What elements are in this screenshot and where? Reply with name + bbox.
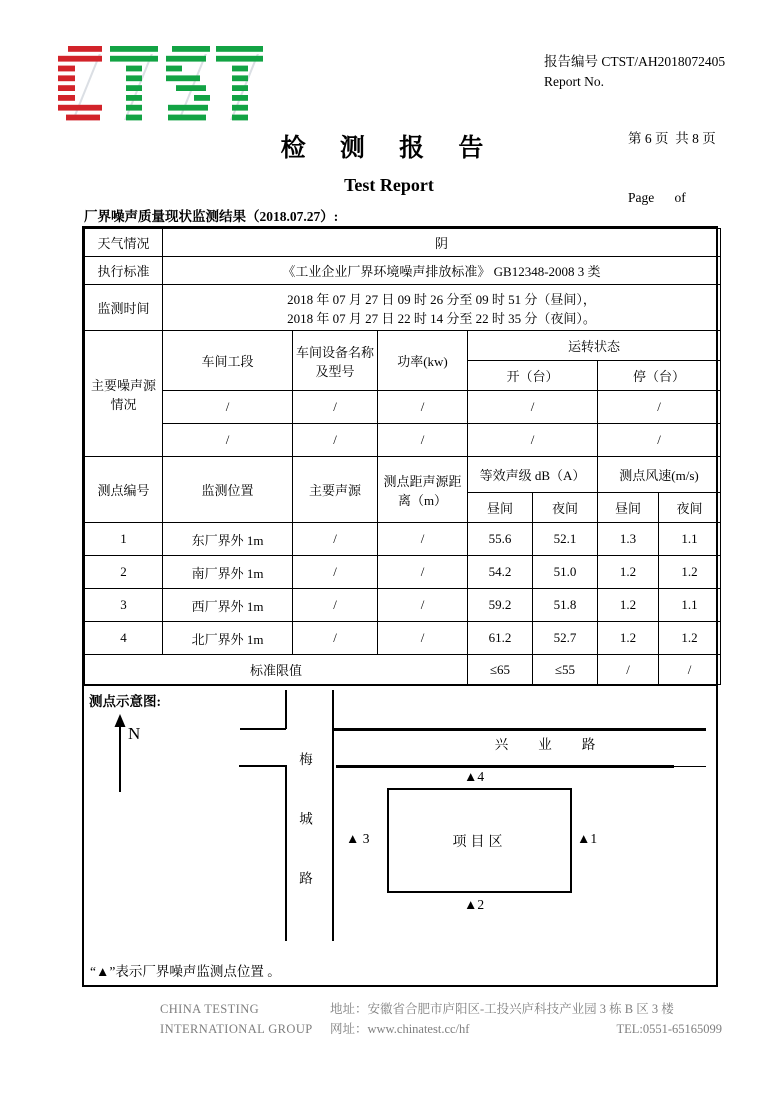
- noise-cell: /: [378, 391, 468, 424]
- wind-night: 1.1: [659, 589, 721, 622]
- report-number-en: Report No.: [544, 73, 604, 89]
- point-location: 西厂界外 1m: [163, 589, 293, 622]
- point-no: 1: [85, 523, 163, 556]
- document-title-cn: 检 测 报 告: [280, 135, 498, 162]
- monitoring-results-table: [84, 228, 721, 685]
- weather-value: 阴: [163, 229, 721, 257]
- road-line: [285, 767, 287, 941]
- limit-wind-night: /: [659, 655, 721, 685]
- limit-wind-day: /: [598, 655, 659, 685]
- monitor-time-label: 监测时间: [85, 285, 163, 331]
- col-main-source: 主要声源: [293, 457, 378, 523]
- table-row: [85, 424, 721, 457]
- footer-tel: TEL:0551-65165099: [616, 1022, 722, 1036]
- project-area-rect: [387, 788, 572, 893]
- col-workshop: 车间工段: [163, 331, 293, 391]
- point-source: /: [293, 622, 378, 655]
- wind-night: 1.2: [659, 622, 721, 655]
- document-title-en: Test Report: [344, 175, 434, 195]
- noise-cell: /: [468, 424, 598, 457]
- leq-day: 61.2: [468, 622, 533, 655]
- road-line: [285, 690, 287, 729]
- monitor-point-2: ▲2: [464, 897, 485, 912]
- col-run-status: 运转状态: [468, 331, 721, 361]
- footer-contact: [330, 999, 722, 1039]
- leq-day: 55.6: [468, 523, 533, 556]
- leq-day: 54.2: [468, 556, 533, 589]
- col-wind: 测点风速(m/s): [598, 457, 721, 493]
- project-area-label: 项目区: [452, 834, 507, 850]
- noise-cell: /: [293, 424, 378, 457]
- point-no: 3: [85, 589, 163, 622]
- page-number-block: [628, 90, 716, 247]
- report-number: 报告编号 CTST/AH2018072405: [544, 54, 726, 69]
- point-source: /: [293, 523, 378, 556]
- report-number-block: [544, 52, 725, 91]
- col-equipment: 车间设备名称及型号: [293, 331, 378, 391]
- page-number-en: Page of: [628, 189, 686, 205]
- col-point-no: 测点编号: [85, 457, 163, 523]
- monitor-time-line2: 2018 年 07 月 27 日 22 时 14 分至 22 时 35 分（夜间）。: [287, 310, 596, 326]
- footer-address: 地址：安徽省合肥市庐阳区-工投兴庐科技产业园 3 栋 B 区 3 楼: [330, 1002, 674, 1016]
- leq-day: 59.2: [468, 589, 533, 622]
- noise-cell: /: [598, 391, 721, 424]
- wind-night: 1.2: [659, 556, 721, 589]
- point-distance: /: [378, 589, 468, 622]
- road-line: [239, 765, 287, 767]
- noise-cell: /: [293, 391, 378, 424]
- table-row: [85, 285, 721, 331]
- table-row: [85, 331, 721, 361]
- col-power: 功率(kw): [378, 331, 468, 391]
- diagram-title: 测点示意图:: [89, 694, 161, 709]
- limit-day: ≤65: [468, 655, 533, 685]
- road-line: [674, 766, 706, 767]
- road-line: [240, 728, 286, 730]
- footer-website: 网址：www.chinatest.cc/hf: [330, 1022, 470, 1036]
- footer-company: [160, 999, 313, 1039]
- ctst-logo: [58, 46, 263, 124]
- noise-cell: /: [163, 391, 293, 424]
- wind-day: 1.3: [598, 523, 659, 556]
- noise-cell: /: [378, 424, 468, 457]
- point-location: 南厂界外 1m: [163, 556, 293, 589]
- weather-label: 天气情况: [85, 229, 163, 257]
- point-source: /: [293, 589, 378, 622]
- results-frame: [82, 226, 718, 987]
- monitor-point-3: ▲ 3: [346, 831, 370, 846]
- table-row: [85, 257, 721, 285]
- footer-company-line1: CHINA TESTING: [160, 1002, 260, 1016]
- north-arrow-icon: [110, 714, 130, 796]
- table-row: [85, 391, 721, 424]
- footer-company-line2: INTERNATIONAL GROUP: [160, 1022, 313, 1036]
- noise-cell: /: [598, 424, 721, 457]
- col-on: 开（台）: [468, 361, 598, 391]
- diagram-footnote: “▲”表示厂界噪声监测点位置 。: [90, 964, 281, 979]
- table-row: [85, 655, 721, 685]
- road-line: [336, 765, 674, 768]
- point-no: 2: [85, 556, 163, 589]
- monitor-time-line1: 2018 年 07 月 27 日 09 时 26 分至 09 时 51 分（昼间），: [287, 291, 596, 307]
- monitoring-point-diagram: [84, 685, 716, 985]
- col-day: 昼间: [598, 493, 659, 523]
- ctst-logo-graphic: [58, 46, 263, 124]
- road-label-horizontal: 兴业路: [494, 737, 626, 752]
- road-line: [334, 728, 706, 731]
- table-row: [85, 457, 721, 493]
- noise-cell: /: [163, 424, 293, 457]
- table-row: [85, 229, 721, 257]
- road-label-vertical: 梅城路: [297, 752, 312, 931]
- table-row: [85, 622, 721, 655]
- point-no: 4: [85, 622, 163, 655]
- wind-day: 1.2: [598, 556, 659, 589]
- col-night: 夜间: [659, 493, 721, 523]
- standard-label: 执行标准: [85, 257, 163, 285]
- col-leq: 等效声级 dB（A）: [468, 457, 598, 493]
- table-row: [85, 556, 721, 589]
- table-row: [85, 589, 721, 622]
- limit-label: 标准限值: [85, 655, 468, 685]
- north-label: N: [128, 724, 141, 743]
- wind-day: 1.2: [598, 589, 659, 622]
- leq-night: 52.1: [533, 523, 598, 556]
- col-location: 监测位置: [163, 457, 293, 523]
- point-location: 东厂界外 1m: [163, 523, 293, 556]
- point-distance: /: [378, 523, 468, 556]
- table-row: [85, 523, 721, 556]
- monitor-point-1: ▲1: [577, 831, 598, 846]
- leq-night: 51.0: [533, 556, 598, 589]
- col-distance: 测点距声源距离（m）: [378, 457, 468, 523]
- section-heading: 厂界噪声质量现状监测结果（2018.07.27）:: [84, 209, 339, 224]
- noise-cell: /: [468, 391, 598, 424]
- page-number-cn: 第 6 页 共 8 页: [628, 131, 716, 147]
- wind-day: 1.2: [598, 622, 659, 655]
- standard-value: 《工业企业厂界环境噪声排放标准》 GB12348-2008 3 类: [163, 257, 721, 285]
- point-distance: /: [378, 556, 468, 589]
- col-off: 停（台）: [598, 361, 721, 391]
- point-source: /: [293, 556, 378, 589]
- leq-night: 52.7: [533, 622, 598, 655]
- point-distance: /: [378, 622, 468, 655]
- col-day: 昼间: [468, 493, 533, 523]
- limit-night: ≤55: [533, 655, 598, 685]
- noise-source-label: 主要噪声源情况: [85, 331, 163, 457]
- monitor-point-4: ▲4: [464, 769, 485, 784]
- leq-night: 51.8: [533, 589, 598, 622]
- point-location: 北厂界外 1m: [163, 622, 293, 655]
- wind-night: 1.1: [659, 523, 721, 556]
- monitor-time-value: [163, 285, 721, 331]
- col-night: 夜间: [533, 493, 598, 523]
